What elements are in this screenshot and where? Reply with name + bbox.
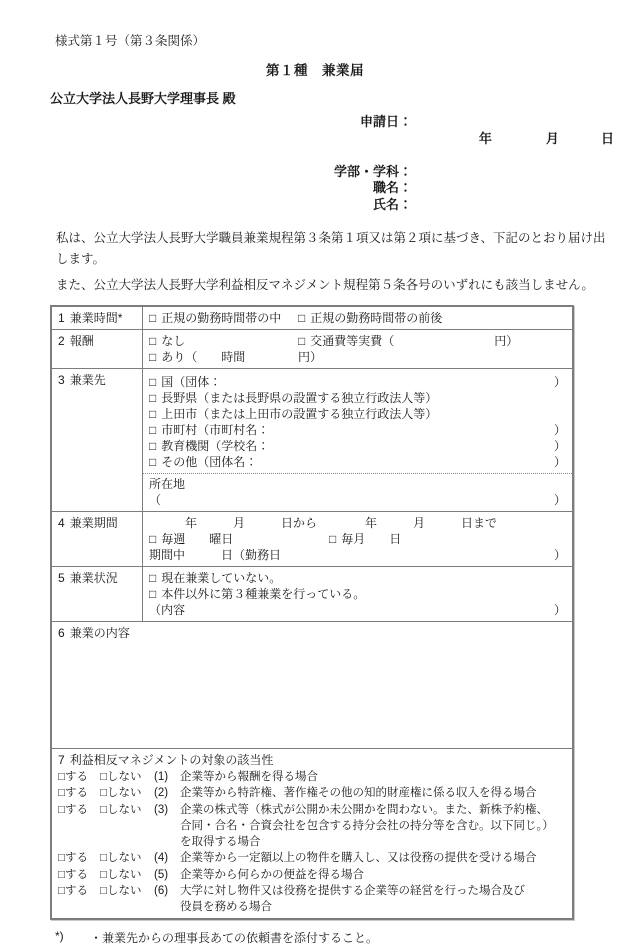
item-number: (5) (154, 868, 169, 881)
footnote (55, 929, 630, 946)
not-applicable-checkbox: □しない (100, 787, 142, 799)
option-label: あり（ 時間 (161, 350, 246, 364)
declaration (56, 228, 612, 296)
option-label: 毎月 日 (341, 532, 402, 546)
checkbox-not-currently-employed: □ (149, 571, 157, 585)
table-row-employer (51, 369, 573, 512)
checkbox-national: □ (149, 375, 157, 389)
row-content-cell (143, 567, 574, 622)
position-row (0, 180, 630, 197)
applicable-checkbox: □する (58, 868, 88, 881)
item-text: 企業の株式等（株式が公開か未公開かを問わない。また、新株予約権、 合同・合名・合資会社を包含する持分会社の持分等を含む。以下同じ。） を取得する場合 (180, 803, 554, 848)
item-number: (3) (154, 803, 169, 816)
option-label: 交通費等実費（ (310, 334, 395, 348)
year-label: 年 (478, 130, 492, 146)
addressee: 公立大学法人長野大学理事長 殿 (50, 91, 236, 106)
period-date-line: 年 月 日から 年 月 日まで (185, 516, 498, 530)
close-paren: ） (553, 439, 566, 453)
option-label: 毎週 曜日 (161, 532, 234, 546)
checkbox-weekly: □ (149, 532, 157, 546)
close-paren: 円） (298, 350, 323, 364)
close-paren: ） (553, 603, 566, 617)
not-applicable-checkbox: □しない (100, 770, 142, 783)
declaration-paragraph-2: また、公立大学法人長野大学利益相反マネジメント規程第５条各号のいずれにも該当しません。 (56, 278, 594, 292)
row-title: 兼業期間 (69, 516, 118, 530)
row-label-cell (51, 330, 143, 369)
application-date-row (0, 114, 630, 164)
divider (143, 473, 572, 474)
department-label: 学部・学科： (333, 163, 412, 179)
table-row-work-details (51, 622, 573, 749)
checkbox-transport-expenses: □ (298, 334, 306, 348)
coi-item (58, 850, 566, 866)
checkbox-no-compensation: □ (149, 334, 157, 348)
checkbox-monthly: □ (329, 532, 337, 546)
form-number: 様式第１号（第３条関係） (55, 34, 206, 48)
row-number: 1 (58, 311, 65, 325)
row-content-cell (143, 369, 574, 512)
table-row-work-hours (51, 306, 573, 330)
name-row (0, 197, 630, 214)
applicable-checkbox: □する (58, 885, 88, 897)
form-table (50, 305, 574, 920)
table-row-conflict-of-interest (51, 749, 573, 920)
declaration-paragraph-1: 私は、公立大学法人長野大学職員兼業規程第３条第１項又は第２項に基づき、下記のとおり届け出します。 (56, 231, 606, 266)
coi-item (58, 883, 566, 915)
checkbox-nagano-prefecture: □ (149, 391, 157, 405)
not-applicable-checkbox: □しない (100, 852, 142, 864)
checkbox-outside-working-hours: □ (298, 311, 306, 325)
option-label: 国（団体： (161, 375, 222, 389)
checkbox-other-type3-work: □ (149, 587, 157, 601)
applicable-checkbox: □する (58, 803, 88, 816)
application-date-field (412, 114, 614, 164)
option-label: 市町村（市町村名： (161, 423, 270, 437)
not-applicable-checkbox: □しない (100, 868, 142, 881)
applicable-checkbox: □する (58, 852, 88, 864)
row-number: 3 (58, 373, 65, 387)
item-number: (4) (154, 852, 169, 864)
open-paren: （ (149, 493, 162, 507)
coi-item (58, 785, 566, 801)
table-row-status (51, 567, 573, 622)
item-number: (6) (154, 885, 169, 897)
row-content-cell (143, 306, 574, 330)
table-row-period (51, 512, 573, 567)
option-label: 正規の勤務時間帯の前後 (310, 311, 443, 325)
document-page (0, 31, 630, 945)
applicable-checkbox: □する (58, 770, 88, 783)
row-label-cell (51, 306, 143, 330)
footnote-marker: *) (55, 929, 64, 943)
detail-label: （内容 (149, 603, 186, 617)
item-text: 企業等から報酬を得る場合 (180, 770, 318, 783)
row-label-cell (51, 567, 143, 622)
coi-item (58, 769, 566, 785)
row-title: 兼業先 (69, 373, 106, 387)
row-label-cell (51, 512, 143, 567)
checkbox-within-working-hours: □ (149, 311, 157, 325)
close-paren: ） (553, 548, 566, 562)
option-label: 正規の勤務時間帯の中 (161, 311, 282, 325)
row-number: 2 (58, 334, 65, 348)
not-applicable-checkbox: □しない (100, 803, 142, 816)
close-paren: 円） (494, 334, 519, 348)
position-label: 職名： (372, 180, 412, 195)
conflict-of-interest-cell (51, 749, 573, 920)
department-row (0, 164, 630, 181)
option-label: 長野県（または長野県の設置する独立行政法人等） (161, 391, 438, 405)
coi-item (58, 802, 566, 850)
period-total-label: 期間中 日（勤務日 (149, 548, 282, 562)
checkbox-municipality: □ (149, 423, 157, 437)
close-paren: ） (553, 493, 566, 507)
item-number: (1) (154, 770, 169, 783)
checkbox-other-organization: □ (149, 455, 157, 469)
option-label: なし (161, 334, 186, 348)
option-label: 本件以外に第３種兼業を行っている。 (161, 587, 366, 601)
form-title: 第１種 兼業届 (266, 63, 364, 78)
item-text: 企業等から特許権、著作権その他の知的財産権に係る収入を得る場合 (180, 787, 537, 799)
not-applicable-checkbox: □しない (100, 885, 142, 897)
row-title: 報酬 (69, 334, 94, 348)
close-paren: ） (553, 375, 566, 389)
checkbox-compensation-yes: □ (149, 350, 157, 364)
row-number: 6 (58, 626, 65, 640)
option-label: その他（団体名： (161, 455, 258, 469)
work-details-cell (51, 622, 573, 749)
row-content-cell (143, 512, 574, 567)
close-paren: ） (553, 455, 566, 469)
option-label: 教育機関（学校名： (161, 439, 270, 453)
row-number: 4 (58, 516, 65, 530)
location-label: 所在地 (149, 477, 186, 491)
month-label: 月 (545, 130, 559, 146)
row-number: 7 (58, 753, 65, 767)
day-label: 日 (600, 130, 614, 146)
row-title: 兼業の内容 (69, 626, 130, 640)
row-number: 5 (58, 571, 65, 585)
table-row-compensation (51, 330, 573, 369)
row-title: 兼業時間* (69, 311, 123, 325)
option-label: 上田市（または上田市の設置する独立行政法人等） (161, 407, 438, 421)
applicant-block (0, 114, 630, 213)
option-label: 現在兼業していない。 (161, 571, 282, 585)
item-text: 企業等から何らかの便益を得る場合 (180, 868, 364, 881)
row-title: 兼業状況 (69, 571, 118, 585)
row-title: 利益相反マネジメントの対象の該当性 (69, 753, 274, 767)
name-label: 氏名： (372, 196, 412, 212)
row-content-cell (143, 330, 574, 369)
applicable-checkbox: □する (58, 787, 88, 799)
checkbox-ueda-city: □ (149, 407, 157, 421)
close-paren: ） (553, 423, 566, 437)
coi-item (58, 867, 566, 883)
row-label-cell (51, 369, 143, 512)
footnote-text: ・兼業先からの理事長あての依頼書を添付すること。 (90, 931, 379, 945)
item-text: 大学に対し物件又は役務を提供する企業等の経営を行った場合及び 役員を務める場合 (180, 885, 525, 913)
checkbox-educational-institution: □ (149, 439, 157, 453)
item-text: 企業等から一定額以上の物件を購入し、又は役務の提供を受ける場合 (180, 852, 537, 864)
application-date-label: 申請日： (359, 114, 412, 129)
item-number: (2) (154, 787, 169, 799)
